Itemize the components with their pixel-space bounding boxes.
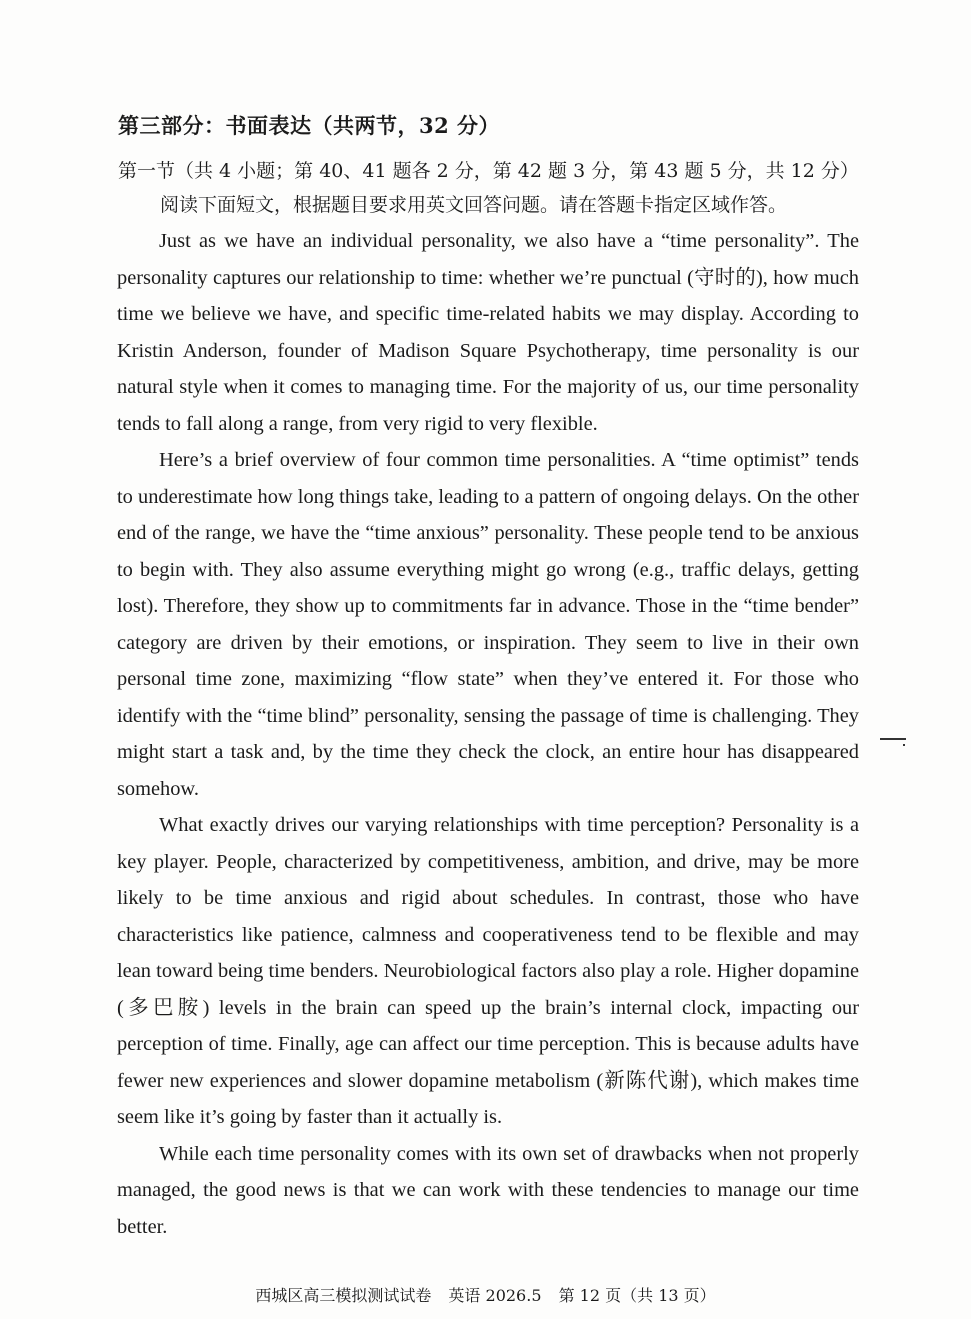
reading-passage — [117, 223, 859, 1245]
passage-paragraph-2: Here’s a brief overview of four common time personalities. A “time optimist” tends to underestimate how long things take, leading to a pattern of ongoing delays. On the other end of the range, we have the “time anxious” personality. These people tend to be anxious to begin with. They also assume everything might go wrong (e.g., traffic delays, getting lost). Therefore, they show up to commitments far in advance. Those in the “time bender” category are driven by their emotions, or inspiration. They seem to live in their own personal time zone, maximizing “flow state” when they’ve entered it. For those who identify with the “time blind” personality, sensing the passage of time is challenging. They might start a task and, by the time they check the clock, an entire hour has disappeared somehow. — [117, 449, 859, 800]
footer-exam-name: 西城区高三模拟测试试卷 — [255, 1286, 432, 1305]
sub-section-title: 第一节（共 4 小题；第 40、41 题各 2 分，第 42 题 3 分，第 43 题 5 分，共 12 分） — [118, 160, 859, 182]
margin-mark — [880, 738, 906, 740]
page-footer — [0, 1283, 971, 1306]
passage-paragraph-4: While each time personality comes with its own set of drawbacks when not properly managed, the good news is that we can work with these tendencies to manage our time better. — [117, 1142, 859, 1238]
footer-page-info: 第 12 页（共 13 页） — [558, 1286, 716, 1305]
section-title: 第三部分：书面表达（共两节，32 分） — [118, 113, 501, 138]
passage-paragraph-3: What exactly drives our varying relationships with time perception? Personality is a key player. People, characterized by competitiveness, ambition, and drive, may be more likely to be time anxious and rigid about schedules. In contrast, those who have characteristics like patience, calmness and cooperativeness tend to be flexible and may lean toward being time benders. Neurobiological factors also play a role. Higher dopamine (多巴胺) levels in the brain can speed up the brain’s internal clock, impacting our perception of time. Finally, age can affect our time perception. This is because adults have fewer new experiences and slower dopamine metabolism (新陈代谢), which makes time seem like it’s going by faster than it actually is. — [117, 814, 859, 1128]
margin-dot — [903, 744, 905, 746]
instruction-text: 阅读下面短文，根据题目要求用英文回答问题。请在答题卡指定区域作答。 — [160, 194, 788, 216]
passage-paragraph-1: Just as we have an individual personality, we also have a “time personality”. The personality captures our relationship to time: whether we’re punctual (守时的), how much time we believe we have, and specific time-related habits we may display. According to Kristin Anderson, founder of Madison Square Psychotherapy, time personality is our natural style when it comes to managing time. For the majority of us, our time personality tends to fall along a range, from very rigid to very flexible. — [117, 230, 859, 435]
footer-subject: 英语 2026.5 — [448, 1286, 542, 1305]
